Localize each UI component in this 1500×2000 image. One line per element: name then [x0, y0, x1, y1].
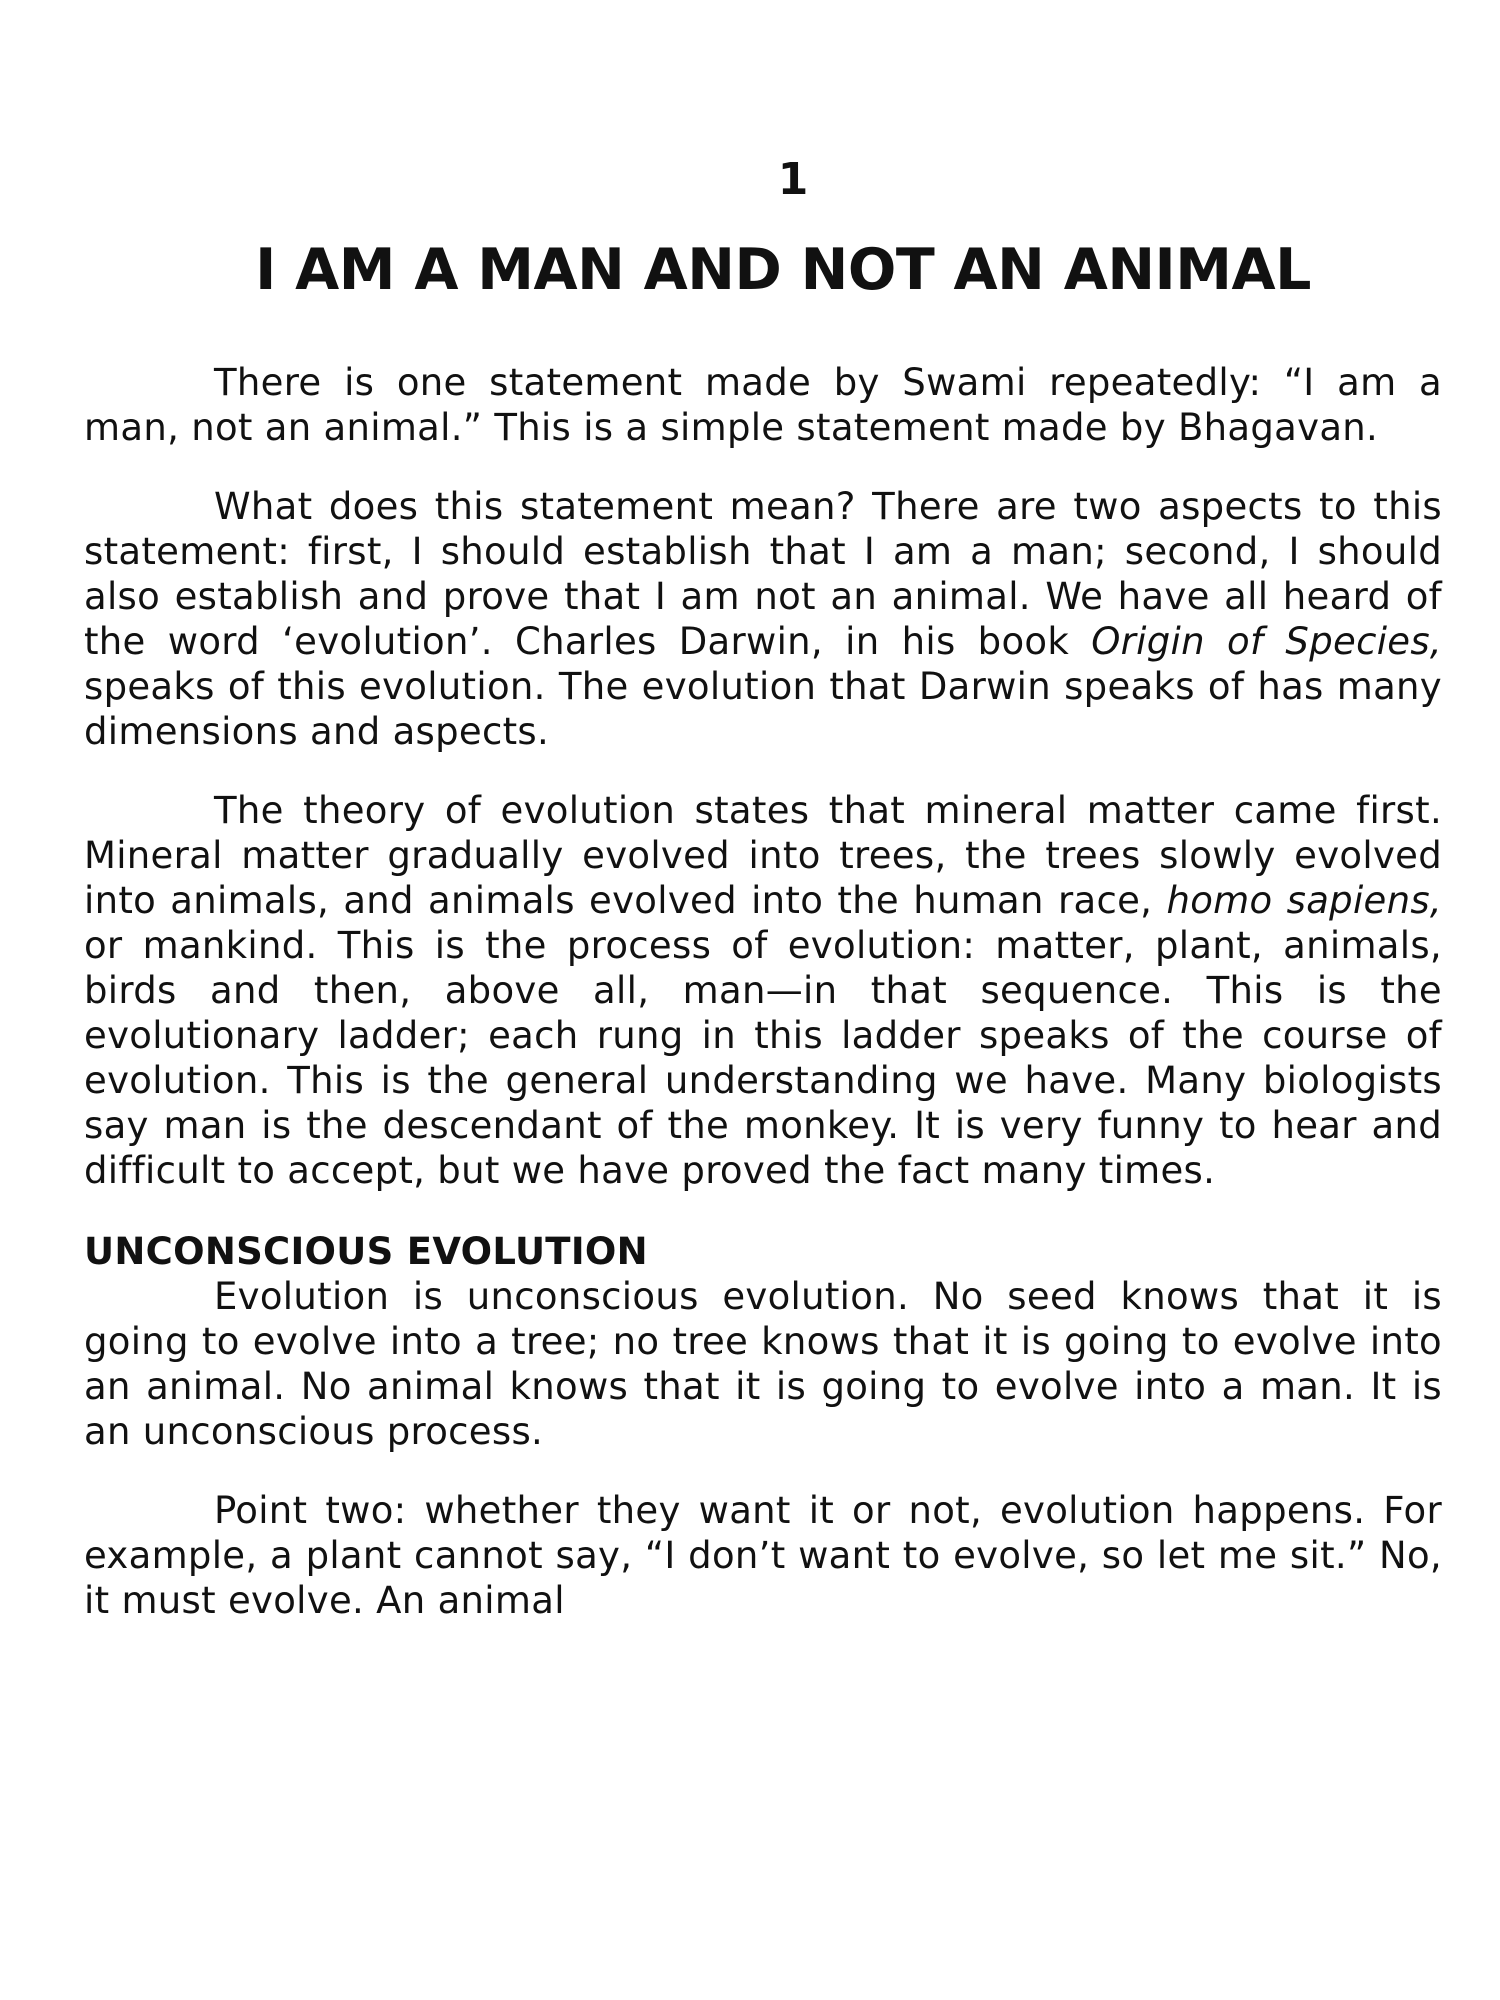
paragraph-theory-text-1: The theory of evolution states that mineral matter came first. Mineral matter gradually evolved into trees, the trees slowly evolved into animals, and animals evolved into the human race, [84, 789, 1442, 922]
term-homo-sapiens: homo sapiens, [1166, 879, 1442, 922]
paragraph-unconscious-text: Evolution is unconscious evolution. No seed knows that it is going to evolve into a tree; no tree knows that it is going to evolve into an animal. No animal knows that it is going to evolve into a man. It is an unconscious process. [84, 1275, 1442, 1453]
paragraph-theory [84, 788, 1442, 1193]
paragraph-point-two-text: Point two: whether they want it or not, evolution happens. For example, a plant cannot say, “I don’t want to evolve, so let me sit.” No, it must evolve. An animal [84, 1489, 1442, 1622]
paragraph-meaning [84, 484, 1442, 754]
paragraph-unconscious [84, 1274, 1442, 1454]
section-heading: UNCONSCIOUS EVOLUTION [84, 1230, 648, 1273]
chapter-number: 1 [777, 154, 809, 205]
paragraph-meaning-text-2: speaks of this evolution. The evolution that Darwin speaks of has many dimensions and aspects. [84, 665, 1442, 753]
paragraph-meaning-text-1: What does this statement mean? There are two aspects to this statement: first, I should establish that I am a man; second, I should also establish and prove that I am not an animal. We have all heard of the word ‘evolution’. Charles Darwin, in his book [84, 485, 1442, 663]
paragraph-point-two [84, 1488, 1442, 1623]
book-page [84, 150, 1442, 1657]
paragraph-intro [84, 360, 1442, 450]
chapter-title: I AM A MAN AND NOT AN ANIMAL [255, 237, 1311, 303]
book-title-origin-of-species: Origin of Species, [1091, 620, 1442, 663]
paragraph-intro-text: There is one statement made by Swami repeatedly: “I am a man, not an animal.” This is a simple statement made by Bhagavan. [84, 361, 1442, 449]
paragraph-theory-text-2: or mankind. This is the process of evolution: matter, plant, animals, birds and then, above all, man—in that sequence. This is the evolutionary ladder; each rung in this ladder speaks of the course of evolution. This is the general understanding we have. Many biologists say man is the descendant of the monkey. It is very funny to hear and difficult to accept, but we have proved the fact many times. [84, 924, 1442, 1192]
